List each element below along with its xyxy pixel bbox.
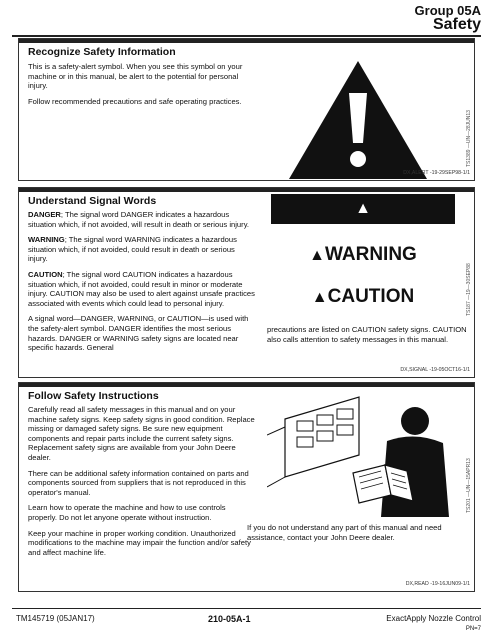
warning-sign xyxy=(257,244,469,266)
page-number: 210-05A-1 xyxy=(208,614,251,624)
caution-sign-label: CAUTION xyxy=(327,286,415,307)
section-title: Understand Signal Words xyxy=(28,195,157,207)
warning-definition: ; The signal word WARNING indicates a hazardous situation which, if not avoided, could result in death or serious injury. xyxy=(28,235,237,264)
section-top-bar xyxy=(19,39,474,43)
section-body-right xyxy=(267,325,471,350)
figure-code: TS201 —UN—15APR13 xyxy=(466,458,472,513)
paragraph: A signal word—DANGER, WARNING, or CAUTION—is used with the safety-alert symbol. DANGER identifies the most serious hazards. DANGER or WARNING safety signs are located near specific hazards. General xyxy=(28,314,249,353)
paragraph: This is a safety-alert symbol. When you see this symbol on your machine or in this manual, be alert to the potential for personal injury. xyxy=(28,62,243,91)
section-body xyxy=(28,405,256,563)
section-recognize-safety xyxy=(18,38,475,181)
reference-code: DX,READ -19-16JUN09-1/1 xyxy=(405,581,470,587)
danger-sign-label: DANGER xyxy=(321,228,405,249)
footer-pn: PN=7 xyxy=(465,626,481,632)
paragraph: Follow recommended precautions and safe operating practices. xyxy=(28,96,242,106)
caution-definition: ; The signal word CAUTION indicates a hazardous situation which, if not avoided, could result in minor or moderate injury. CAUTION may also be used to alert against unsafe practices associated with events which could lead to personal injury. xyxy=(28,269,255,308)
safety-alert-icon xyxy=(287,59,429,181)
reference-code: DX,SIGNAL -19-05OCT16-1/1 xyxy=(400,367,470,373)
figure-code: TS1389 —UN—28JUN13 xyxy=(466,110,472,167)
section-body-right xyxy=(247,523,471,548)
alert-triangle-icon: ▲ xyxy=(355,200,371,217)
danger-lead: DANGER xyxy=(28,210,61,219)
page-title: Safety xyxy=(432,16,481,33)
paragraph: If you do not understand any part of this manual and need assistance, contact your John Deere dealer. xyxy=(247,523,442,542)
paragraph: Carefully read all safety messages in this manual and on your machine safety signs. Keep safety signs in good condition. Replace missing or damaged safety signs. Be sure new equipment components and repair parts include the current safety signs. Replacement safety signs are available from your John Deere dealer. xyxy=(28,405,255,462)
alert-triangle-icon: ▲ xyxy=(309,247,325,264)
figure-code: TS187 —19—30SEP88 xyxy=(466,263,472,316)
danger-definition: ; The signal word DANGER indicates a hazardous situation which, if not avoided, will result in death or serious injury. xyxy=(28,210,250,229)
paragraph: precautions are listed on CAUTION safety signs. CAUTION also calls attention to safety messages in this manual. xyxy=(267,325,467,344)
caution-lead: CAUTION xyxy=(28,269,63,279)
footer-doc-id: TM145719 (05JAN17) xyxy=(16,614,95,623)
section-body xyxy=(28,62,258,112)
footer-product-name: ExactApply Nozzle Control xyxy=(386,614,481,623)
paragraph: Keep your machine in proper working condition. Unauthorized modifications to the machine may impair the function and/or safety and affect machine life. xyxy=(28,528,251,557)
warning-lead: WARNING xyxy=(28,235,65,245)
operator-reading-manual-illustration xyxy=(267,391,463,519)
section-signal-words xyxy=(18,187,475,378)
reference-code: DX,ALERT -19-29SEP98-1/1 xyxy=(403,170,470,176)
paragraph: There can be additional safety information contained on parts and components sourced from suppliers that is not reproduced in this operator's manual. xyxy=(28,468,249,497)
section-top-bar xyxy=(19,383,474,387)
warning-sign-label: WARNING xyxy=(325,244,417,265)
footer-rule xyxy=(12,608,481,609)
header-rule xyxy=(12,35,481,37)
section-title: Follow Safety Instructions xyxy=(28,390,159,402)
section-follow-instructions xyxy=(18,382,475,592)
alert-triangle-icon: ▲ xyxy=(311,289,328,306)
section-body xyxy=(28,210,256,359)
caution-sign xyxy=(257,286,469,308)
paragraph: Learn how to operate the machine and how to use controls properly. Do not let anyone operate without instruction. xyxy=(28,503,226,522)
signal-word-signs xyxy=(257,188,469,323)
danger-sign xyxy=(271,194,455,249)
group-label: Group 05A xyxy=(414,3,481,18)
section-title: Recognize Safety Information xyxy=(28,46,176,58)
